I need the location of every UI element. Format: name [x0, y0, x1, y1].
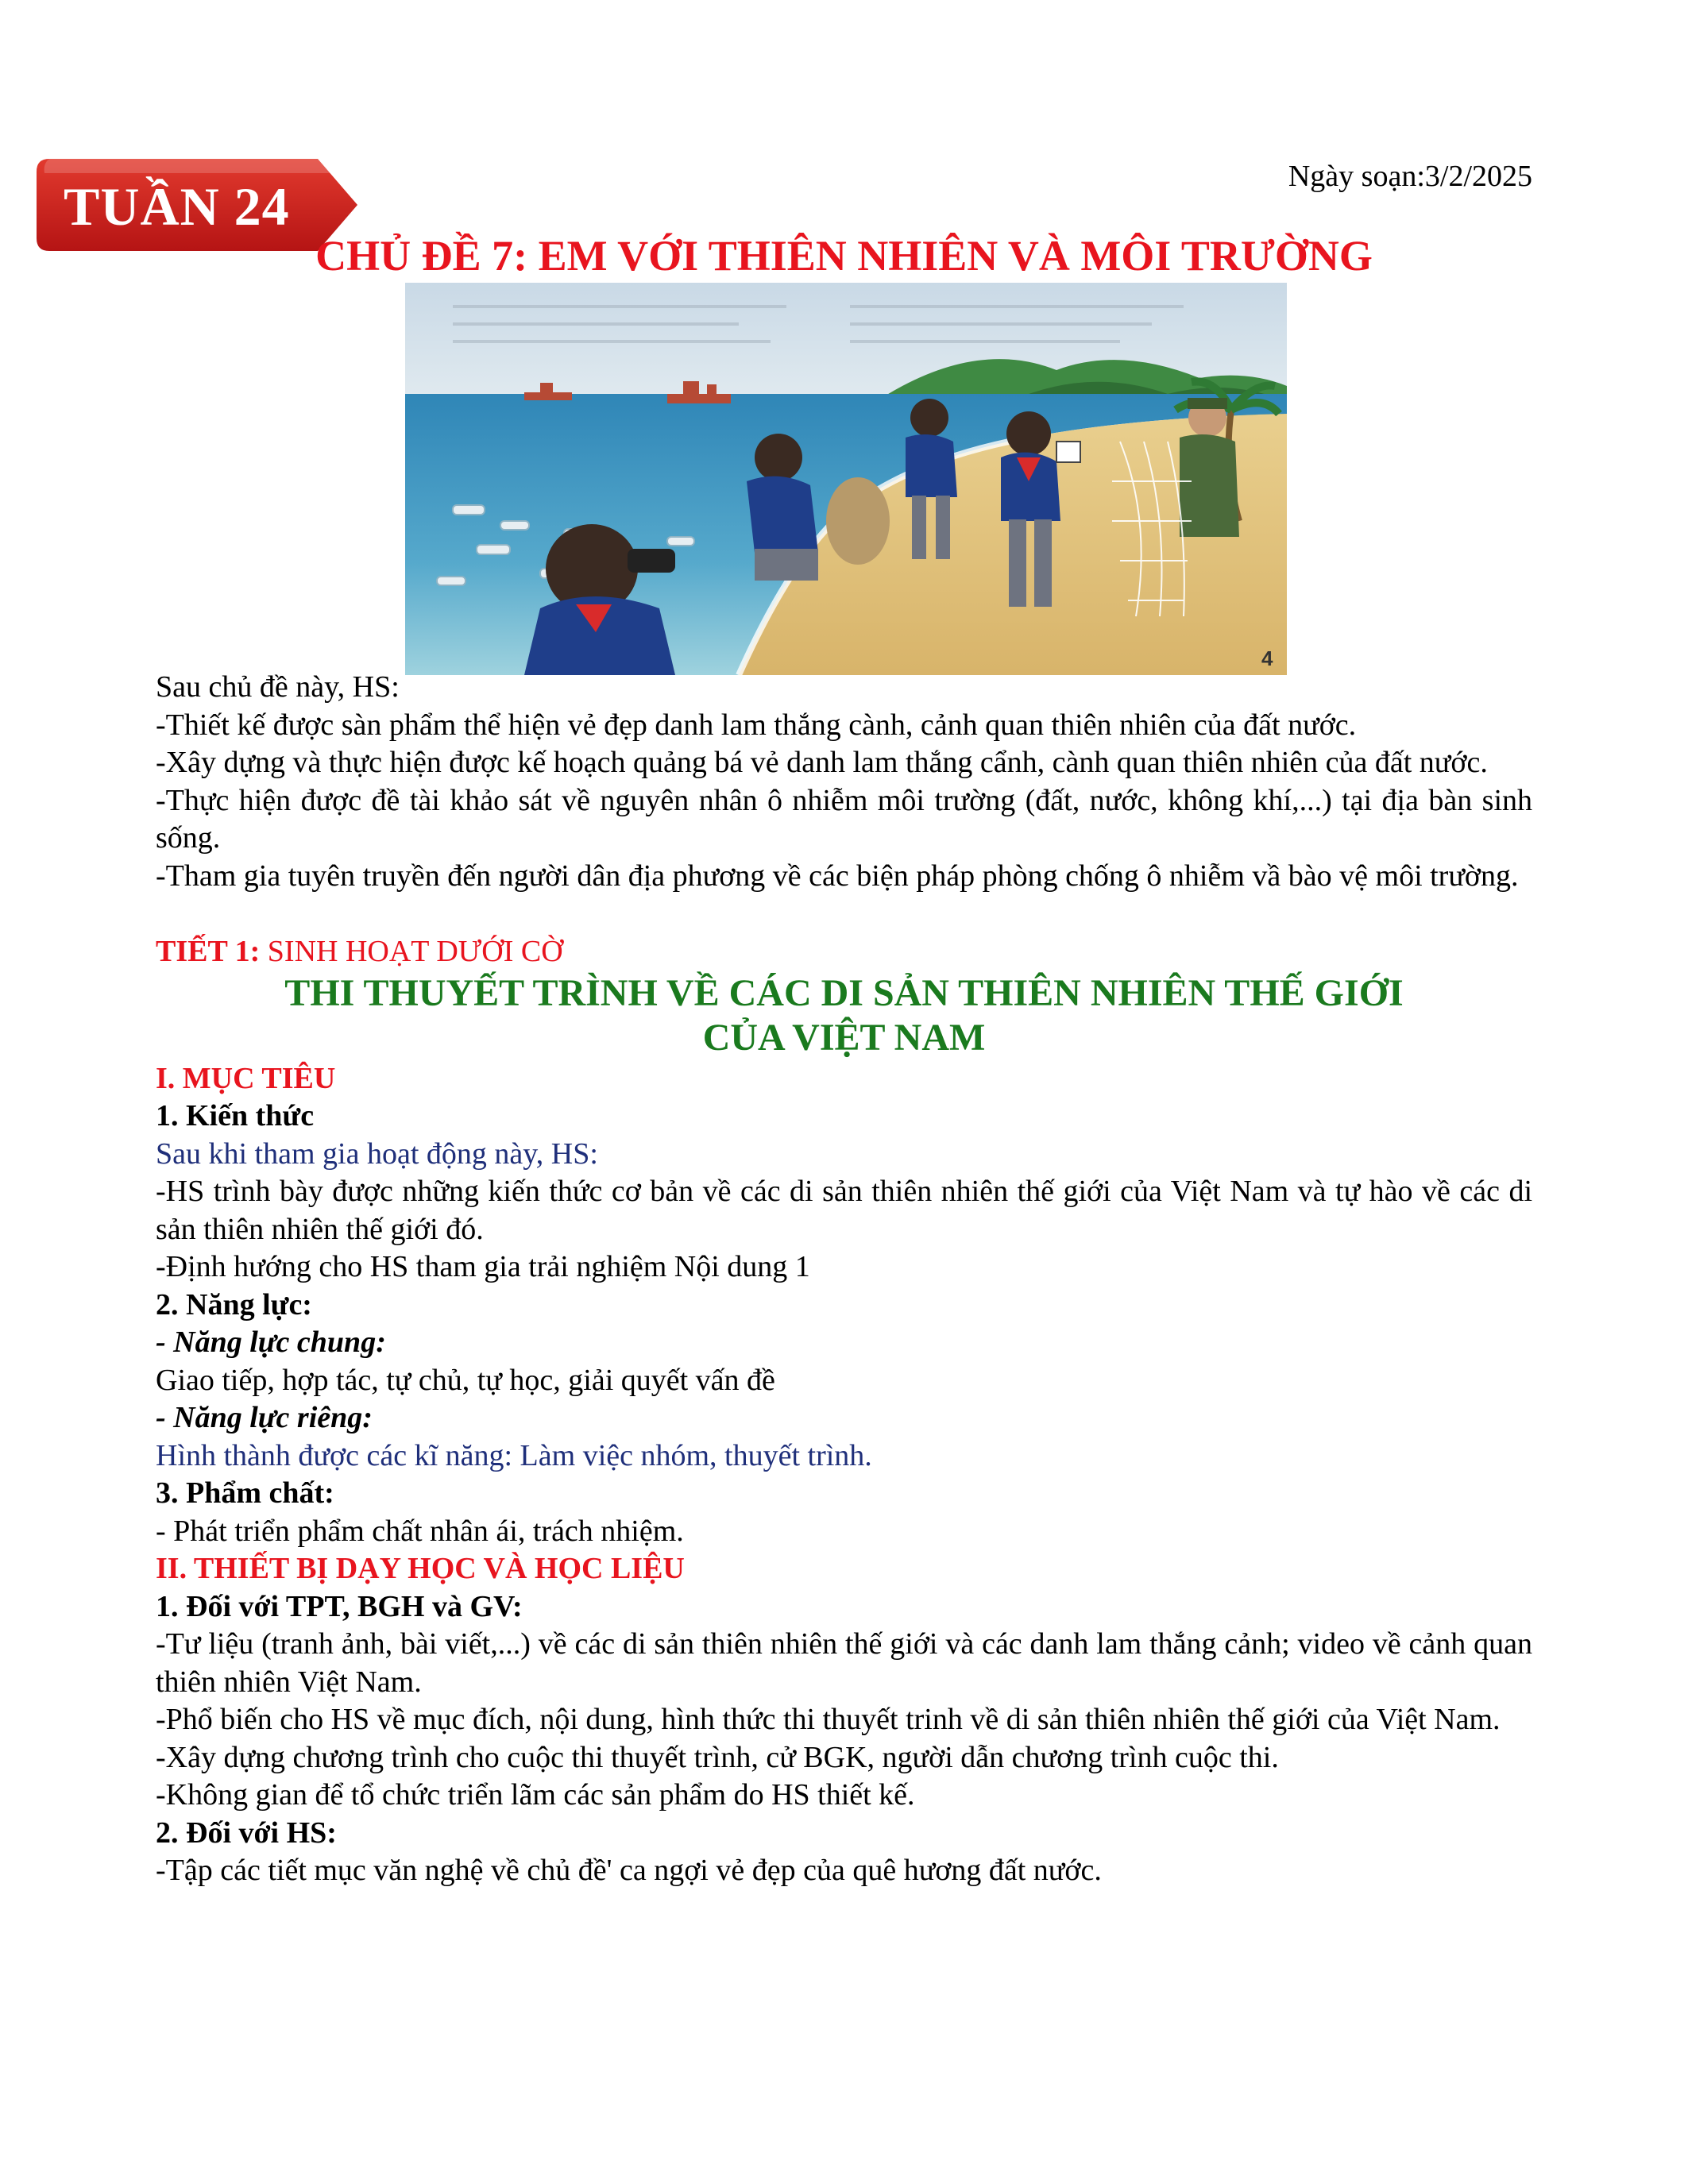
- lesson-label: TIẾT 1:: [156, 935, 261, 968]
- specific-competence-label: - Năng lực riêng:: [156, 1401, 373, 1434]
- prepared-date: Ngày soạn:3/2/2025: [1288, 160, 1532, 193]
- specific-competence-text: Hình thành được các kĩ năng: Làm việc nhóm, thuyết trình.: [156, 1438, 872, 1472]
- lesson-name: SINH HOẠT DƯỚI CỜ: [267, 935, 563, 968]
- illustration-page-number: 4: [1261, 646, 1273, 670]
- quality-text: - Phát triển phẩm chất nhân ái, trách nhiệm.: [156, 1514, 684, 1548]
- document-body: [156, 669, 1532, 1890]
- intro-item: -Xây dựng và thực hiện được kế hoạch quảng bá vẻ danh lam thắng cẩnh, cành quan thiên nhiên của đất nước.: [156, 746, 1488, 779]
- intro-item: -Thực hiện được đề tài khảo sát về nguyên nhân ô nhiễm môi trường (đất, nước, không khí,...) tại địa bàn sinh sống.: [156, 783, 1532, 855]
- intro-item: -Tham gia tuyên truyền đến người dân địa phương về các biện pháp phòng chống ô nhiễm vầ bào vệ môi trường.: [156, 859, 1519, 893]
- knowledge-item: -Định hướng cho HS tham gia trải nghiệm Nội dung 1: [156, 1250, 810, 1283]
- teacher-material-item: -Không gian để tổ chức triển lãm các sản phẩm do HS thiết kế.: [156, 1778, 915, 1812]
- teacher-material-item: -Xây dựng chương trình cho cuộc thi thuyết trình, cử BGK, người dẫn chương trình cuộc thi.: [156, 1740, 1279, 1774]
- week-badge-label: TUẦN 24: [64, 176, 290, 237]
- knowledge-item: -HS trình bày được những kiến thức cơ bản về các di sản thiên nhiên thế giới của Việt Nam và tự hào về các di sản thiên nhiên thế giới đó.: [156, 1175, 1532, 1246]
- illustration-svg: [405, 283, 1287, 675]
- general-competence-label: - Năng lực chung:: [156, 1325, 386, 1359]
- knowledge-heading: 1. Kiến thức: [156, 1099, 315, 1133]
- general-competence-text: Giao tiếp, hợp tác, tự chủ, tự học, giải quyết vấn đề: [156, 1363, 775, 1397]
- spacer: [156, 895, 1532, 933]
- lesson-heading: [156, 933, 1532, 971]
- teacher-material-item: -Tư liệu (tranh ảnh, bài viết,...) về các di sản thiên nhiên thế giới và các danh lam thắng cảnh; video về cảnh quan thiên nhiên Việt Nam.: [156, 1627, 1532, 1699]
- competence-heading: 2. Năng lực:: [156, 1287, 312, 1322]
- intro-lead: Sau chủ đề này, HS:: [156, 670, 400, 704]
- knowledge-lead: Sau khi tham gia hoạt động này, HS:: [156, 1136, 598, 1171]
- topic-title: CHỦ ĐỀ 7: EM VỚI THIÊN NHIÊN VÀ MÔI TRƯỜNG: [315, 232, 1373, 280]
- teacher-material-item: -Phổ biến cho HS về mục đích, nội dung, hình thức thi thuyết trinh về di sản thiên nhiên thế giới của Việt Nam.: [156, 1703, 1501, 1736]
- beach-cleanup-illustration: [405, 283, 1287, 675]
- student-material-item: -Tập các tiết mục văn nghệ về chủ đề' ca ngợi vẻ đẹp của quê hương đất nước.: [156, 1854, 1102, 1887]
- quality-heading: 3. Phẩm chất:: [156, 1476, 334, 1510]
- student-materials-heading: 2. Đối với HS:: [156, 1815, 337, 1850]
- lesson-title-line2: CỦA VIỆT NAM: [702, 1016, 986, 1059]
- section-heading-objectives: I. MỤC TIÊU: [156, 1061, 336, 1095]
- section-heading-materials: II. THIẾT BỊ DẠY HỌC VÀ HỌC LIỆU: [156, 1552, 685, 1585]
- teacher-materials-heading: 1. Đối với TPT, BGH và GV:: [156, 1589, 523, 1623]
- intro-item: -Thiết kế được sàn phẩm thể hiện vẻ đẹp danh lam thắng cành, cảnh quan thiên nhiên của đất nước.: [156, 708, 1357, 742]
- lesson-title-line1: THI THUYẾT TRÌNH VỀ CÁC DI SẢN THIÊN NHIÊN THẾ GIỚI: [284, 971, 1404, 1014]
